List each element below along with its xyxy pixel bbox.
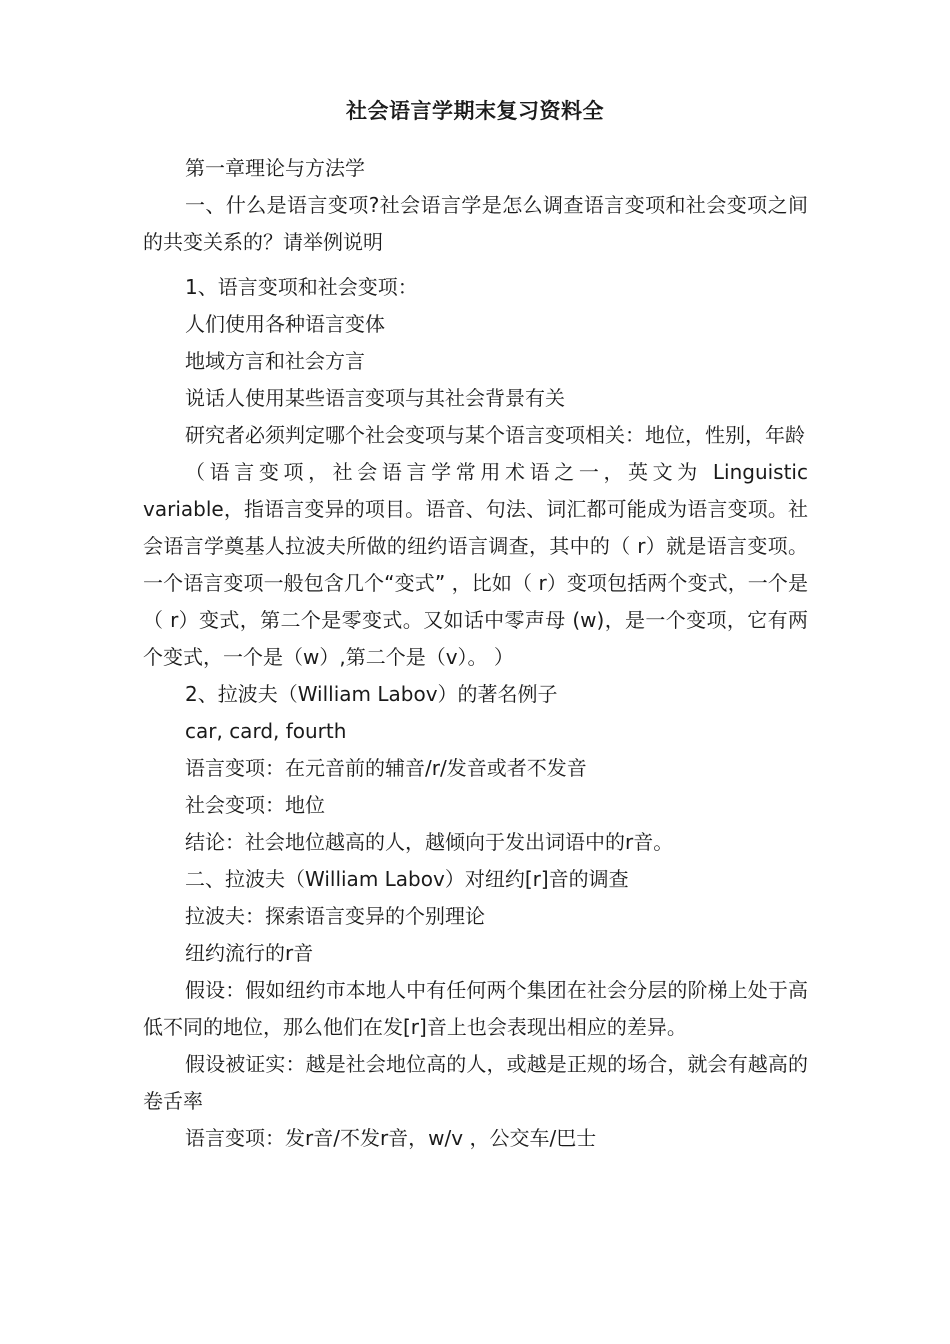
document-title: 社会语言学期末复习资料全 [346, 99, 604, 123]
section-heading-1: 1、语言变项和社会变项： [185, 275, 418, 299]
paragraph: 假设：假如纽约市本地人中有任何两个集团在社会分层的阶梯上处于高低不同的地位，那么他们在发[r]音上也会表现出相应的差异。 [143, 978, 808, 1039]
document-body [143, 150, 808, 1157]
paragraph: 语言变项：发r音/不发r音，w/v ，公交车/巴士 [185, 1126, 597, 1150]
paragraph: 地域方言和社会方言 [185, 349, 365, 373]
section-heading-2: 2、拉波夫（William Labov）的著名例子 [185, 682, 558, 706]
explanation-paragraph: （语言变项，社会语言学常用术语之一，英文为 Linguistic variable，指语言变异的项目。语音、句法、词汇都可能成为语言变项。社会语言学奠基人拉波夫所做的纽约语言调查，其中的（ r）就是语言变项。一个语言变项一般包含几个“变式” ，比如（ r）变项包括两个变式，一个是（ r）变式，第二个是零变式。又如话中零声母 (w)，是一个变项，它有两个变式，一个是（w）,第二个是（v）。 ） [143, 460, 808, 669]
chapter-heading: 第一章理论与方法学 [185, 156, 365, 180]
paragraph: 纽约流行的r音 [185, 941, 314, 965]
paragraph: 拉波夫：探索语言变异的个别理论 [185, 904, 485, 928]
question-heading-2: 二、拉波夫（William Labov）对纽约[r]音的调查 [185, 867, 629, 891]
paragraph: 语言变项：在元音前的辅音/r/发音或者不发音 [185, 756, 587, 780]
paragraph: 研究者必须判定哪个社会变项与某个语言变项相关：地位，性别，年龄 [185, 423, 805, 447]
paragraph: 结论：社会地位越高的人，越倾向于发出词语中的r音。 [185, 830, 674, 854]
paragraph: 人们使用各种语言变体 [185, 312, 385, 336]
question-heading-1: 一、什么是语言变项?社会语言学是怎么调查语言变项和社会变项之间的共变关系的？请举例说明 [143, 193, 808, 254]
paragraph: 社会变项：地位 [185, 793, 325, 817]
paragraph: 说话人使用某些语言变项与其社会背景有关 [185, 386, 565, 410]
paragraph: car, card, fourth [185, 719, 347, 743]
paragraph: 假设被证实：越是社会地位高的人，或越是正规的场合，就会有越高的卷舌率 [143, 1052, 808, 1113]
